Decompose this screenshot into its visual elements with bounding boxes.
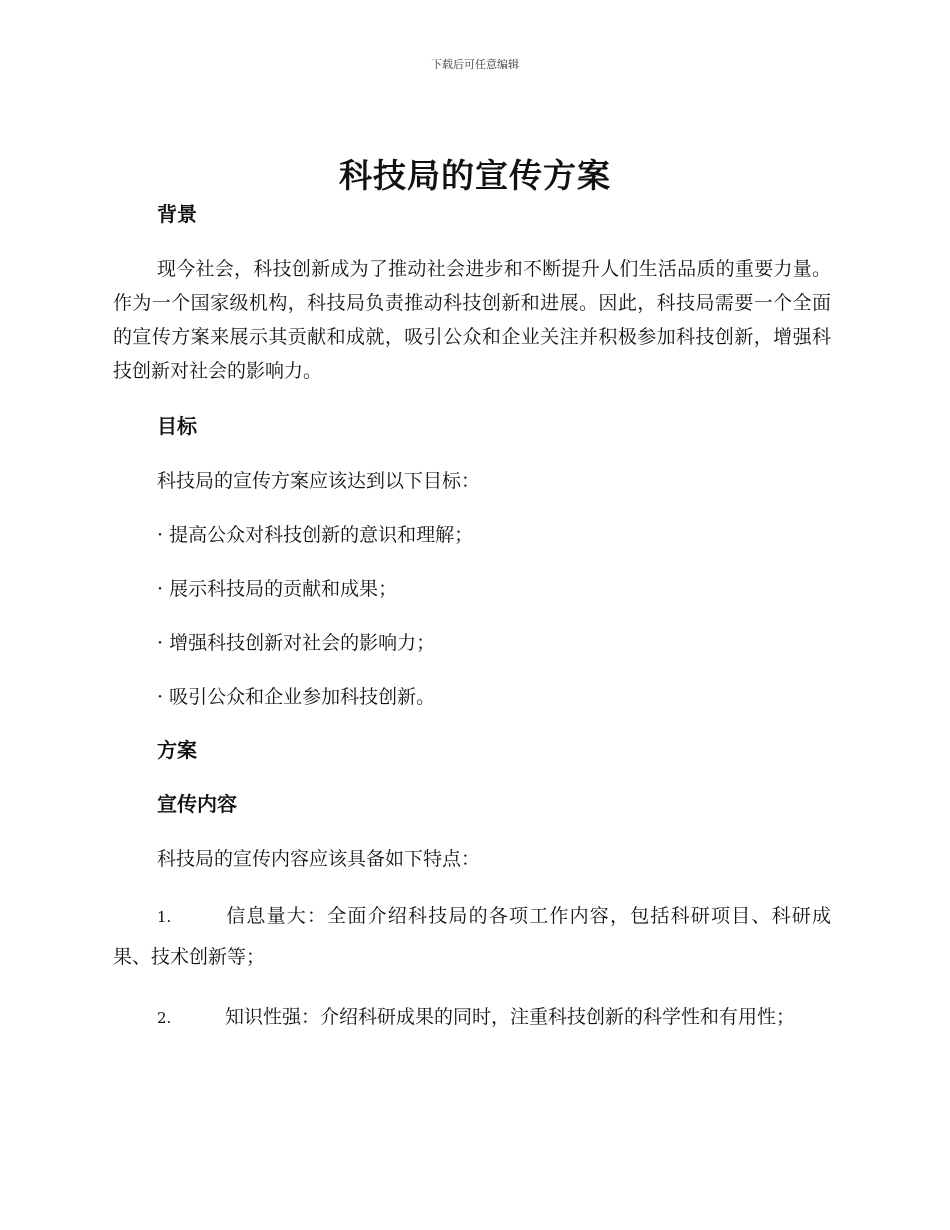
item-text: 信息量大：全面介绍科技局的各项工作内容，包括科研项目、科研成果、技术创新等； — [113, 905, 831, 968]
header-note: 下载后可任意编辑 — [431, 58, 519, 71]
goal-bullet: · 增强科技创新对社会的影响力； — [157, 632, 436, 654]
section-heading-goals: 目标 — [157, 414, 197, 438]
item-number: 2. — [157, 1009, 172, 1027]
item-text: 知识性强：介绍科研成果的同时，注重科技创新的科学性和有用性； — [225, 1006, 796, 1028]
item-number: 1. — [157, 908, 172, 926]
plan-intro: 科技局的宣传内容应该具备如下特点： — [157, 848, 481, 870]
goal-bullet: · 展示科技局的贡献和成果； — [157, 578, 398, 600]
document-body — [113, 198, 831, 1038]
subheading-content: 宣传内容 — [157, 792, 237, 816]
goal-bullet: · 吸引公众和企业参加科技创新。 — [157, 686, 436, 708]
numbered-item — [113, 997, 831, 1038]
section-heading-plan: 方案 — [157, 738, 197, 762]
numbered-item — [113, 896, 831, 977]
section-heading-background: 背景 — [157, 202, 197, 226]
goals-intro: 科技局的宣传方案应该达到以下目标： — [157, 470, 481, 492]
goal-bullet: · 提高公众对科技创新的意识和理解； — [157, 524, 474, 546]
document-title: 科技局的宣传方案 — [339, 156, 611, 195]
background-paragraph: 现今社会，科技创新成为了推动社会进步和不断提升人们生活品质的重要力量。作为一个国家级机构，科技局负责推动科技创新和进展。因此，科技局需要一个全面的宣传方案来展示其贡献和成就，吸引公众和企业关注并积极参加科技创新，增强科技创新对社会的影响力。 — [113, 258, 831, 382]
